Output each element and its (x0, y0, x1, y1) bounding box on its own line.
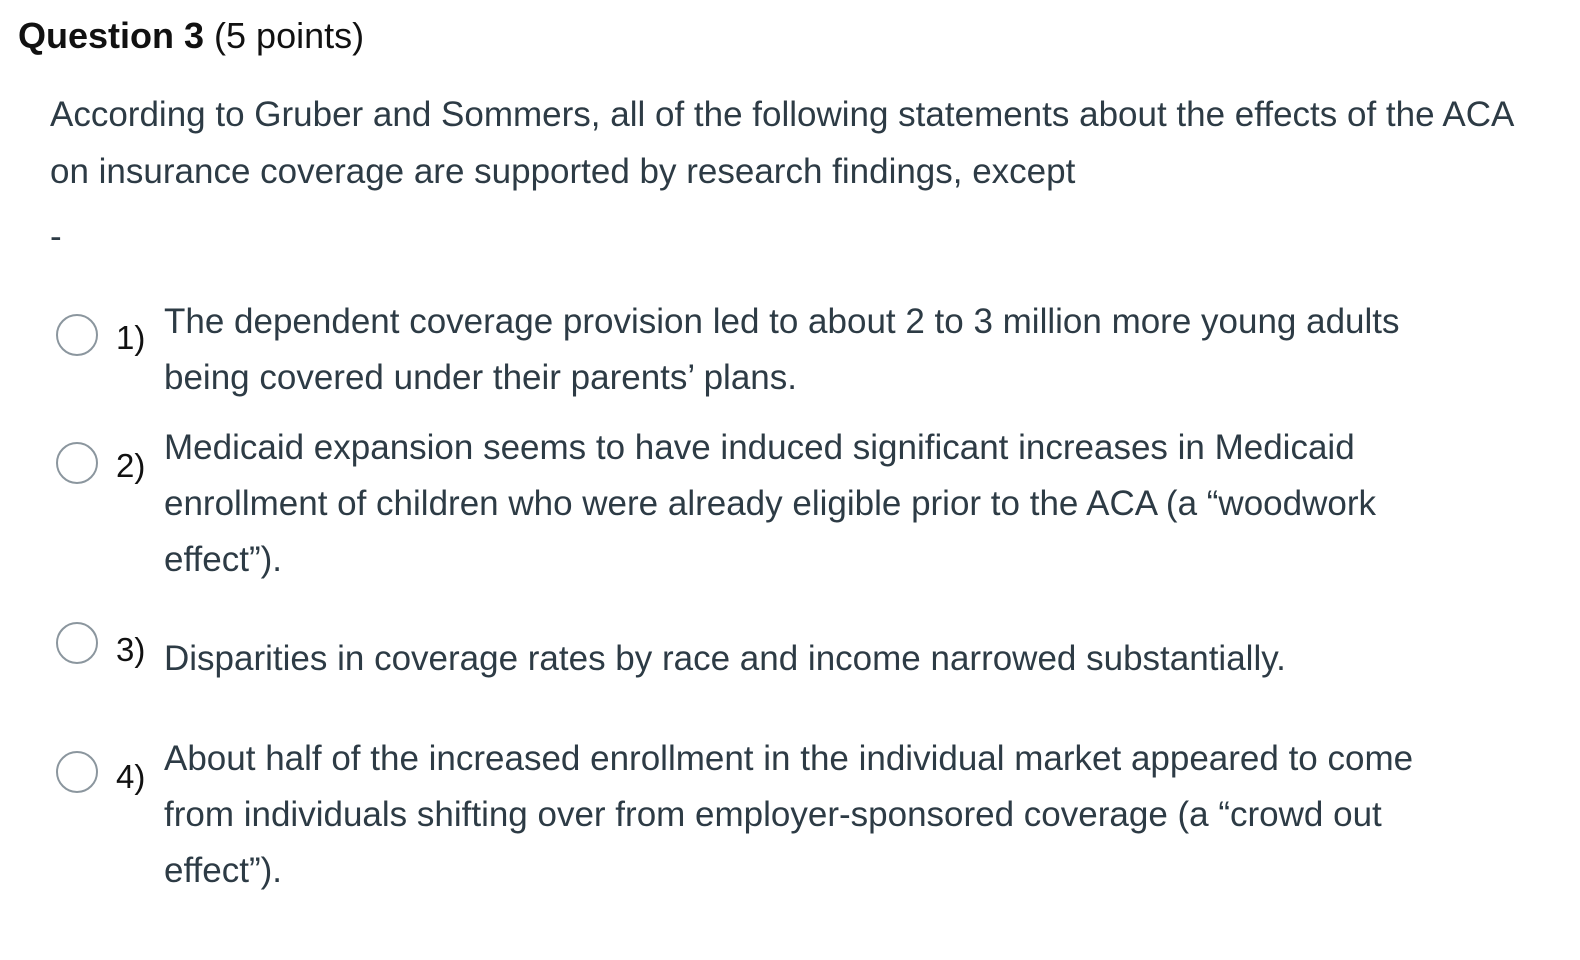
answer-number-3: 3) (116, 631, 146, 668)
answer-text-3[interactable]: Disparities in coverage rates by race and income narrowed substantially. (164, 639, 1286, 678)
answer-number-4: 4) (116, 758, 146, 795)
question-prompt: According to Gruber and Sommers, all of the following statements about the effects of the ACA on insurance coverage are supported by research findings, except (50, 95, 1513, 191)
question-points: (5 points) (214, 15, 365, 56)
question-header (18, 10, 364, 62)
answer-text-4[interactable]: About half of the increased enrollment in the individual market appeared to come from individuals shifting over from employer-sponsored coverage (a “crowd out effect”). (164, 739, 1414, 890)
answer-number-1: 1) (116, 319, 146, 356)
radio-button-1[interactable] (56, 314, 98, 356)
question-dash: - (50, 217, 62, 256)
radio-button-2[interactable] (56, 442, 98, 484)
radio-button-4[interactable] (56, 751, 98, 793)
answer-number-2: 2) (116, 447, 146, 484)
radio-button-3[interactable] (56, 622, 98, 664)
question-title: Question 3 (18, 15, 205, 56)
answer-text-2[interactable]: Medicaid expansion seems to have induced significant increases in Medicaid enrollment of children who were already eligible prior to the ACA (a “woodwork effect”). (164, 428, 1376, 579)
answer-text-1[interactable]: The dependent coverage provision led to about 2 to 3 million more young adults being covered under their parents’ plans. (164, 302, 1400, 397)
